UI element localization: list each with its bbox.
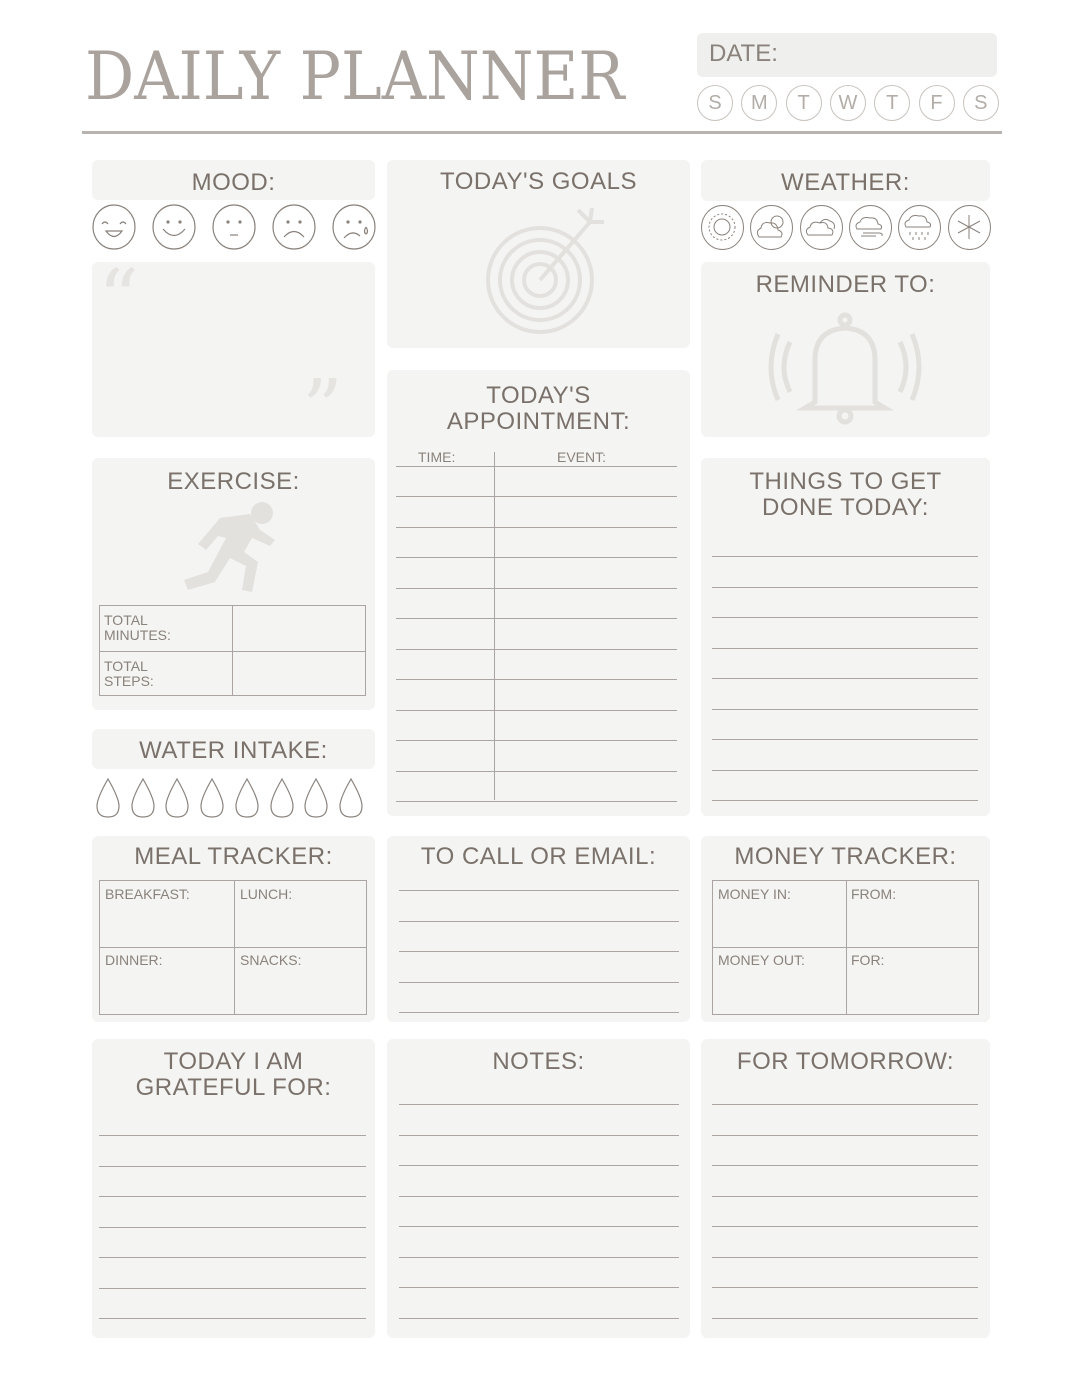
windy-icon[interactable] [849,205,892,250]
todo-line[interactable] [712,709,978,710]
todo-line[interactable] [712,556,978,557]
notes-line[interactable] [399,1196,679,1197]
bell-icon [770,312,920,424]
money-label: MONEY TRACKER: [734,843,957,870]
water-drop-icon[interactable] [95,778,121,818]
from-label: FROM: [851,886,897,902]
grateful-line[interactable] [99,1166,366,1167]
day-circle[interactable]: S [963,85,999,121]
meal-label: MEAL TRACKER: [134,843,333,870]
close-quote-icon: ” [302,362,343,455]
todo-line[interactable] [712,770,978,771]
running-icon [180,500,280,595]
grateful-line[interactable] [99,1196,366,1197]
appointment-panel [387,370,690,816]
todo-line[interactable] [712,739,978,740]
mood-label: MOOD: [191,169,276,196]
appointment-label-line1: TODAY'S [486,382,591,409]
tomorrow-line[interactable] [712,1165,978,1166]
crying-face-icon[interactable] [332,204,376,250]
day-circle[interactable]: T [874,85,910,121]
call-line[interactable] [399,921,679,922]
target-icon [470,200,610,340]
tomorrow-line[interactable] [712,1318,978,1319]
call-line[interactable] [399,951,679,952]
tomorrow-line[interactable] [712,1104,978,1105]
reminder-label: REMINDER TO: [755,271,936,298]
dinner-label: DINNER: [105,952,163,968]
call-line[interactable] [399,890,679,891]
day-circle[interactable]: M [741,85,777,121]
exercise-label: EXERCISE: [167,468,300,495]
grateful-label-line2: GRATEFUL FOR: [135,1074,332,1101]
quote-box[interactable] [92,252,375,455]
tomorrow-line[interactable] [712,1135,978,1136]
water-drop-icon[interactable] [199,778,225,818]
appointment-row-line[interactable] [396,801,677,802]
smiling-face-icon[interactable] [152,204,196,250]
for-label: FOR: [851,952,885,968]
notes-line[interactable] [399,1287,679,1288]
grateful-label [92,1049,375,1101]
weather-label: WEATHER: [781,169,910,196]
water-drop-icon[interactable] [269,778,295,818]
tomorrow-panel [701,1039,990,1338]
grateful-line[interactable] [99,1318,366,1319]
notes-panel [387,1039,690,1338]
grateful-line[interactable] [99,1257,366,1258]
grateful-line[interactable] [99,1227,366,1228]
appointment-row-line[interactable] [396,588,677,589]
call-label: TO CALL OR EMAIL: [420,843,657,870]
partly-cloudy-icon[interactable] [750,205,793,250]
water-drop-icon[interactable] [164,778,190,818]
grateful-line[interactable] [99,1288,366,1289]
grateful-line[interactable] [99,1135,366,1136]
open-quote-icon: “ [98,252,139,345]
water-drop-icon[interactable] [234,778,260,818]
sad-face-icon[interactable] [272,204,316,250]
page-title: DAILY PLANNER [85,38,625,115]
water-drop-icon[interactable] [130,778,156,818]
todo-line[interactable] [712,800,978,801]
appointment-label-line2: APPOINTMENT: [446,408,631,435]
header-divider [82,131,1002,134]
things-label-line2: DONE TODAY: [762,494,929,521]
todo-line[interactable] [712,678,978,679]
water-drop-icon[interactable] [338,778,364,818]
things-label [701,469,990,521]
appointment-row-line[interactable] [396,496,677,497]
goals-label: TODAY'S GOALS [440,168,637,195]
day-circle[interactable]: T [786,85,822,121]
rain-icon[interactable] [898,205,941,250]
breakfast-label: BREAKFAST: [105,886,190,902]
notes-line[interactable] [399,1165,679,1166]
day-circle[interactable]: W [830,85,866,121]
notes-label: NOTES: [492,1048,585,1075]
date-field[interactable]: DATE: [697,33,997,77]
time-column-header: TIME: [418,449,456,465]
tomorrow-line[interactable] [712,1226,978,1227]
appointment-row-line[interactable] [396,649,677,650]
money-in-label: MONEY IN: [718,886,791,902]
notes-line[interactable] [399,1104,679,1105]
notes-line[interactable] [399,1226,679,1227]
todo-line[interactable] [712,648,978,649]
sunny-icon[interactable] [701,205,744,250]
call-line[interactable] [399,1012,679,1013]
appointment-row-line[interactable] [396,740,677,741]
appointment-row-line[interactable] [396,679,677,680]
appointment-label [387,383,690,435]
call-line[interactable] [399,982,679,983]
total-minutes-label: TOTAL MINUTES: [104,612,171,643]
notes-line[interactable] [399,1318,679,1319]
appointment-row-line[interactable] [396,710,677,711]
water-label: WATER INTAKE: [139,737,328,764]
money-out-label: MONEY OUT: [718,952,805,968]
notes-line[interactable] [399,1257,679,1258]
appointment-row-line[interactable] [396,618,677,619]
total-steps-label: TOTAL STEPS: [104,658,154,689]
laughing-face-icon[interactable] [92,204,136,250]
things-label-line1: THINGS TO GET [749,468,942,495]
grateful-label-line1: TODAY I AM [163,1048,304,1075]
total-steps-field[interactable] [233,652,365,695]
appointment-row-line[interactable] [396,771,677,772]
todo-line[interactable] [712,617,978,618]
tomorrow-line[interactable] [712,1196,978,1197]
neutral-face-icon[interactable] [212,204,256,250]
appointment-row-line[interactable] [396,527,677,528]
tomorrow-line[interactable] [712,1257,978,1258]
water-drop-icon[interactable] [303,778,329,818]
event-column-header: EVENT: [557,449,607,465]
tomorrow-label: FOR TOMORROW: [736,1048,955,1075]
cloudy-icon[interactable] [800,205,843,250]
lunch-label: LUNCH: [240,886,293,902]
day-circle[interactable]: F [919,85,955,121]
total-minutes-field[interactable] [233,606,365,650]
appointment-row-line[interactable] [396,557,677,558]
day-circle[interactable]: S [697,85,733,121]
tomorrow-line[interactable] [712,1287,978,1288]
snow-icon[interactable] [948,205,991,250]
todo-line[interactable] [712,587,978,588]
snacks-label: SNACKS: [240,952,302,968]
notes-line[interactable] [399,1135,679,1136]
